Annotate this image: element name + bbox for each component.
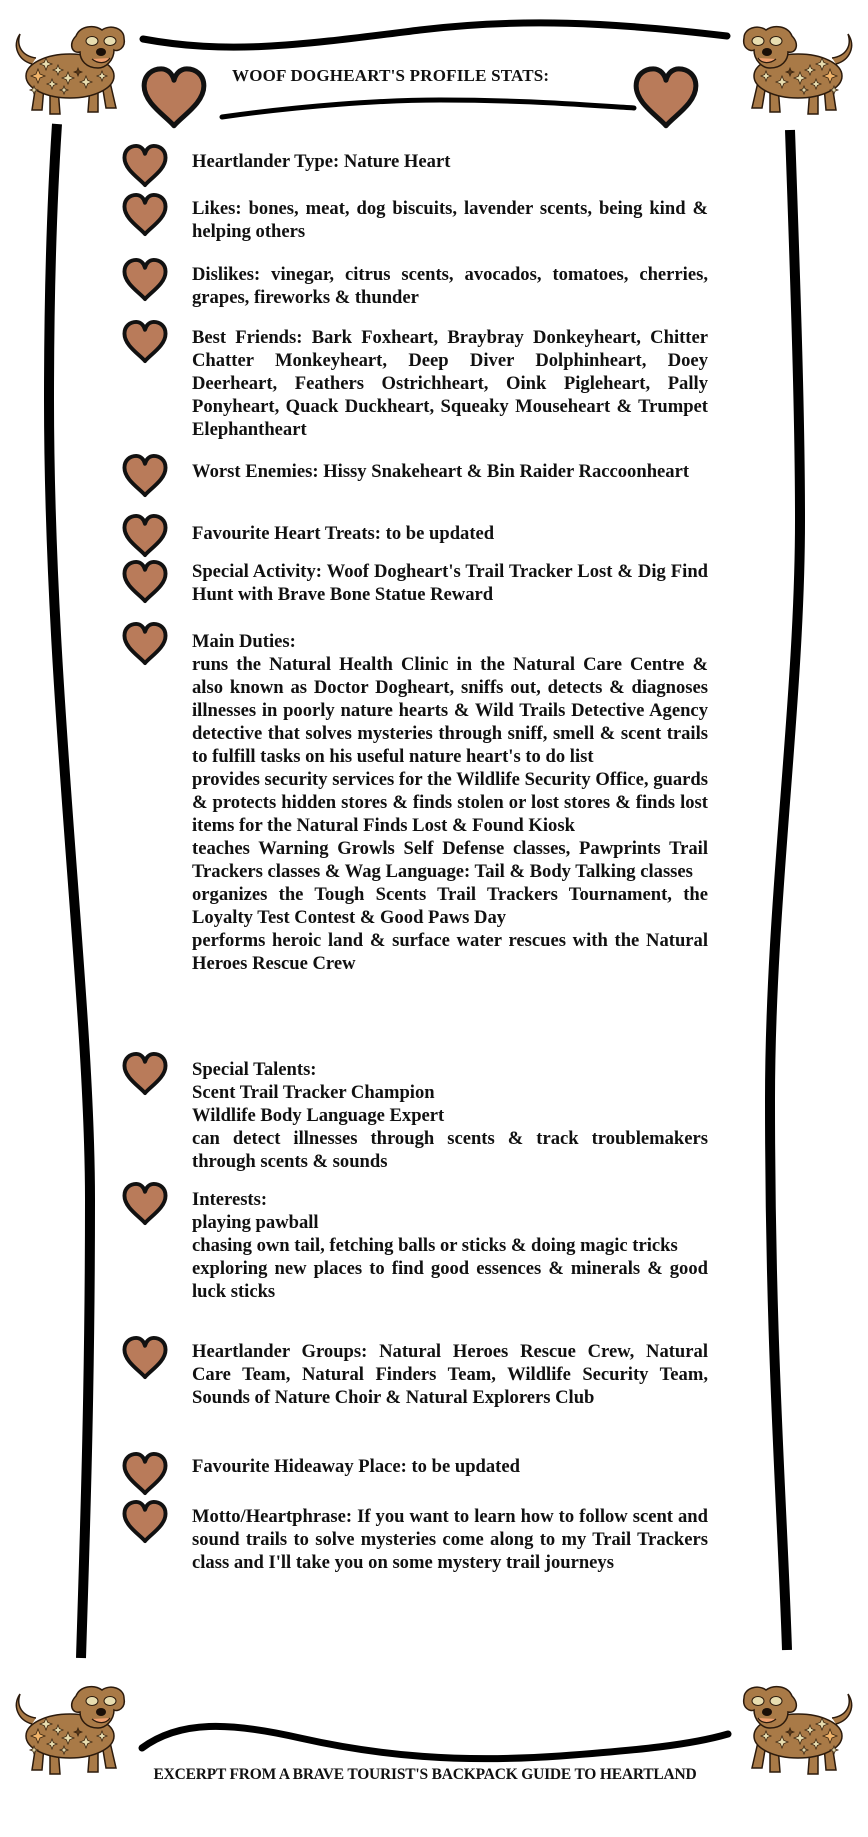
section-label: Favourite Hideaway Place: <box>192 1456 407 1477</box>
profile-section <box>192 1340 708 1409</box>
heart-icon <box>120 1500 170 1544</box>
section-text <box>192 1505 708 1574</box>
heart-icon <box>120 1182 170 1226</box>
section-label: Special Activity: <box>192 561 322 582</box>
header-top-wave <box>143 23 727 47</box>
section-label: Heartlander Groups: <box>192 1341 368 1362</box>
section-value: Bark Foxheart, Braybray Donkeyheart, Chitter Chatter Monkeyheart, Deep Diver Dolphinheart, Doey Deerheart, Feathers Ostrichheart, Oink Pigleheart, Pally Ponyheart, Quack Duckheart, Squeaky Mouseheart & Trumpet Elephantheart <box>192 327 709 440</box>
section-label: Worst Enemies: <box>192 461 319 482</box>
page-title: WOOF DOGHEART'S PROFILE STATS: <box>232 66 550 85</box>
section-list-item: Wildlife Body Language Expert <box>192 1105 445 1126</box>
section-text <box>192 460 708 483</box>
profile-section <box>192 1505 708 1574</box>
profile-section <box>192 263 708 309</box>
heart-icon <box>120 320 170 364</box>
profile-section <box>192 560 708 606</box>
heart-icon <box>136 66 212 130</box>
profile-section <box>192 1058 708 1173</box>
heart-icon <box>120 454 170 498</box>
section-text <box>192 560 708 606</box>
section-label: Heartlander Type: <box>192 151 340 172</box>
heart-icon <box>120 193 170 237</box>
section-label: Best Friends: <box>192 327 303 348</box>
section-value: Woof Dogheart's Trail Tracker Lost & Dig Find Hunt with Brave Bone Statue Reward <box>192 561 708 605</box>
profile-section <box>192 326 708 441</box>
dog-icon <box>738 24 862 116</box>
section-list-item: performs heroic land & surface water rescues with the Natural Heroes Rescue Crew <box>192 930 708 974</box>
section-value: Hissy Snakeheart & Bin Raider Raccoonheart <box>323 461 690 482</box>
section-label: Dislikes: <box>192 264 261 285</box>
section-text <box>192 522 708 545</box>
profile-section <box>192 460 708 483</box>
profile-section <box>192 630 708 975</box>
section-text <box>192 1340 708 1409</box>
heart-icon <box>120 1336 170 1380</box>
right-border <box>770 130 800 1650</box>
header-bottom-wave <box>222 100 634 117</box>
section-label: Motto/Heartphrase: <box>192 1506 353 1527</box>
heart-icon <box>120 144 170 188</box>
heart-icon <box>120 1052 170 1096</box>
section-list-item: can detect illnesses through scents & track troublemakers through scents & sounds <box>192 1128 708 1172</box>
section-list-item: runs the Natural Health Clinic in the Natural Care Centre & also known as Doctor Dogheart, sniffs out, detects & diagnoses illnesses in poorly nature hearts & Wild Trails Detective Agency detective that solves mysteries through sniff, smell & scent trails to fulfill tasks on his useful nature heart's to do list <box>192 654 708 767</box>
profile-section <box>192 1188 708 1303</box>
dog-icon <box>6 1684 130 1776</box>
footer-caption: EXCERPT FROM A BRAVE TOURIST'S BACKPACK GUIDE TO HEARTLAND <box>153 1766 697 1783</box>
footer-wave <box>142 1726 728 1758</box>
profile-section <box>192 150 708 173</box>
section-list-item: Scent Trail Tracker Champion <box>192 1082 435 1103</box>
section-value: to be updated <box>385 523 495 544</box>
heart-icon <box>120 622 170 666</box>
section-list-item: provides security services for the Wildlife Security Office, guards & protects hidden stores & finds stolen or lost stores & finds lost items for the Natural Finds Lost & Found Kiosk <box>192 769 708 836</box>
section-label: Interests: <box>192 1189 268 1210</box>
profile-section <box>192 197 708 243</box>
section-text <box>192 326 708 441</box>
profile-section <box>192 522 708 545</box>
section-list-item: chasing own tail, fetching balls or sticks & doing magic tricks <box>192 1235 678 1256</box>
section-text <box>192 263 708 309</box>
dog-icon <box>738 1684 862 1776</box>
section-list-item: teaches Warning Growls Self Defense classes, Pawprints Trail Trackers classes & Wag Language: Tail & Body Talking classes <box>192 838 708 882</box>
section-label: Main Duties: <box>192 631 296 652</box>
heart-icon <box>628 66 704 130</box>
section-text <box>192 150 708 173</box>
section-list-item: exploring new places to find good essences & minerals & good luck sticks <box>192 1258 708 1302</box>
section-value: Nature Heart <box>343 151 451 172</box>
section-value: Natural Heroes Rescue Crew, Natural Care Team, Natural Finders Team, Wildlife Security Team, Sounds of Nature Choir & Natural Explorers Club <box>192 1341 708 1408</box>
dog-icon <box>6 24 130 116</box>
section-label: Likes: <box>192 198 242 219</box>
heart-icon <box>120 1452 170 1496</box>
section-list-item: organizes the Tough Scents Trail Trackers Tournament, the Loyalty Test Contest & Good Paws Day <box>192 884 708 928</box>
section-text <box>192 1455 708 1478</box>
left-border <box>49 124 90 1658</box>
heart-icon <box>120 560 170 604</box>
heart-icon <box>120 514 170 558</box>
section-value: If you want to learn how to follow scent and sound trails to solve mysteries come along to my Trail Trackers class and I'll take you on some mystery trail journeys <box>192 1506 708 1573</box>
section-value: bones, meat, dog biscuits, lavender scents, being kind & helping others <box>192 198 708 242</box>
section-label: Special Talents: <box>192 1059 317 1080</box>
section-text <box>192 197 708 243</box>
section-value: to be updated <box>411 1456 520 1477</box>
section-list-item: playing pawball <box>192 1212 319 1233</box>
profile-section <box>192 1455 708 1478</box>
section-value: vinegar, citrus scents, avocados, tomatoes, cherries, grapes, fireworks & thunder <box>192 264 708 308</box>
section-label: Favourite Heart Treats: <box>192 523 381 544</box>
heart-icon <box>120 258 170 302</box>
